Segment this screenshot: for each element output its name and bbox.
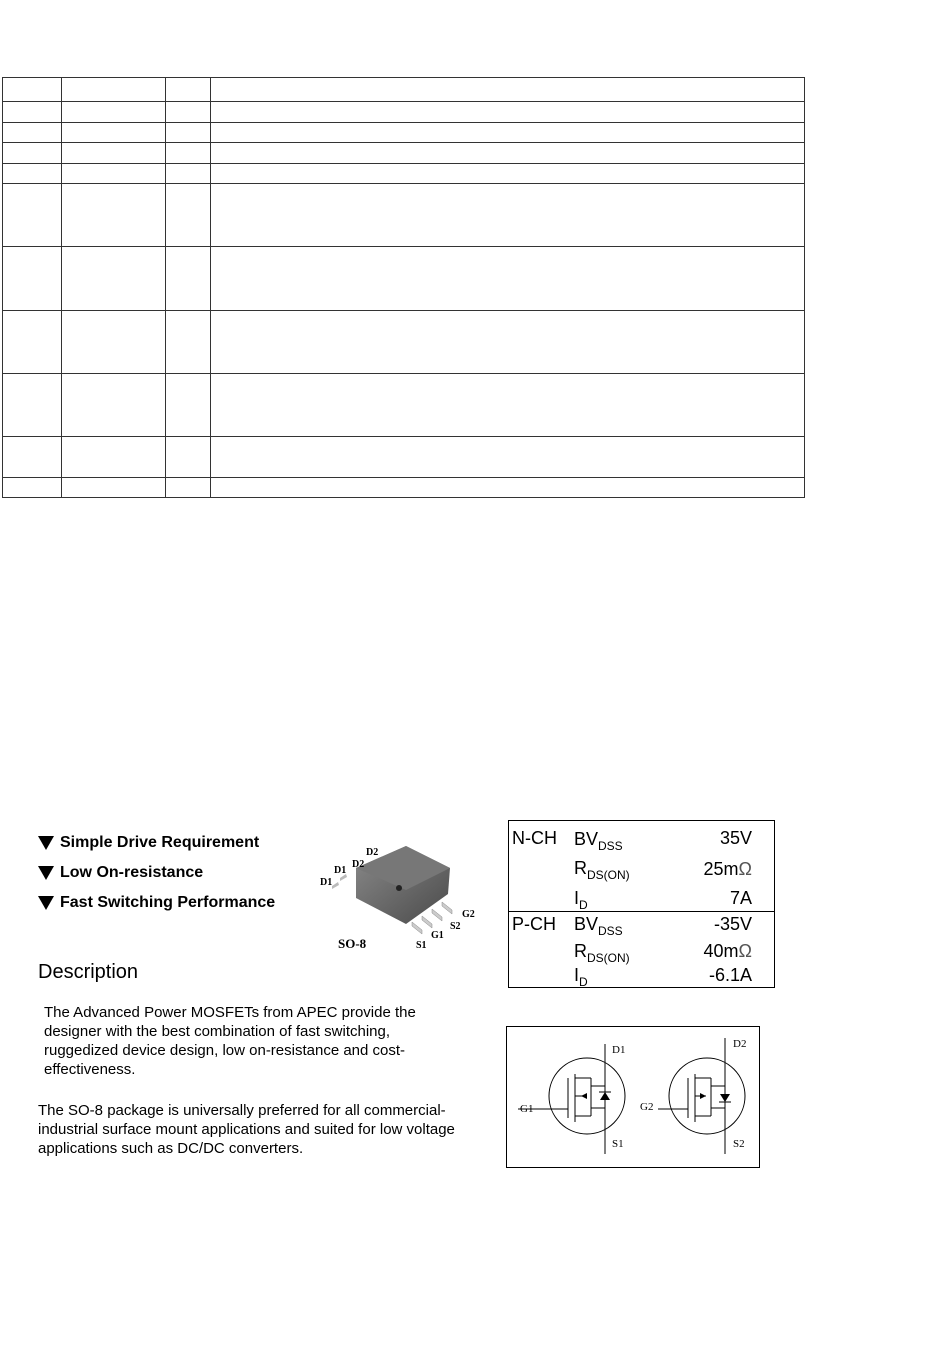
triangle-down-icon	[38, 866, 54, 880]
package-name: SO-8	[338, 936, 367, 951]
pch-bv-symbol: $BV_{DSS}$	[574, 914, 623, 938]
feature-label: Low On-resistance	[60, 864, 204, 881]
source-label: S2	[733, 1138, 745, 1150]
triangle-down-icon	[38, 836, 54, 850]
nch-id-value: 7A	[729, 888, 752, 908]
spec-divider	[509, 911, 774, 912]
drain-label: D1	[612, 1044, 626, 1056]
pin-label: G2	[462, 909, 475, 920]
drain-label: D2	[733, 1038, 747, 1050]
feature-list	[38, 828, 275, 918]
pch-rds-symbol: $R_{DS(ON)}$	[574, 941, 630, 965]
pin-label: G1	[431, 930, 444, 941]
ohm-symbol: Ω	[738, 941, 752, 961]
source-label: S1	[612, 1138, 624, 1150]
nch-id-symbol: $I_D$	[574, 888, 588, 912]
mosfet-schematic	[506, 1026, 760, 1168]
feature-label: Fast Switching Performance	[60, 894, 276, 911]
pin-label: D1	[320, 877, 333, 888]
nch-bv-symbol: $BV_{DSS}$	[574, 829, 623, 853]
pch-id-symbol: $I_D$	[574, 965, 588, 989]
pin-label: S1	[416, 940, 427, 951]
description-paragraph: The Advanced Power MOSFETs from APEC provide the designer with the best combination of fast switching, ruggedized device design, low on-resistance and cost-effectiveness.	[44, 1004, 416, 1078]
pin-label: D2	[366, 847, 379, 858]
pch-label: P-CH	[512, 914, 556, 934]
spec-summary-table	[508, 820, 775, 988]
pin-label: D2	[352, 859, 365, 870]
pin-label: S2	[450, 921, 461, 932]
gate-label: G1	[520, 1103, 534, 1115]
nch-bv-value: 35V	[719, 828, 752, 848]
feature-item	[38, 828, 275, 858]
pch-rds-value: 40mΩ	[703, 941, 752, 961]
feature-label: Simple Drive Requirement	[60, 834, 260, 851]
ohm-symbol: Ω	[738, 859, 752, 879]
feature-item	[38, 888, 275, 918]
description-paragraph: The SO-8 package is universally preferred for all commercial-industrial surface mount applications and suited for low voltage applications such as DC/DC converters.	[38, 1102, 455, 1157]
pch-id-value: -6.1A	[708, 965, 752, 985]
pch-bv-value: -35V	[713, 914, 752, 934]
feature-item	[38, 858, 275, 888]
nch-rds-symbol: $R_{DS(ON)}$	[574, 858, 630, 882]
pin-label: D1	[334, 865, 347, 876]
nch-label: N-CH	[512, 828, 557, 848]
so8-package-image	[316, 838, 482, 958]
description-heading: Description	[38, 961, 139, 983]
nch-rds-value: 25mΩ	[703, 859, 752, 879]
gate-label: G2	[640, 1101, 654, 1113]
triangle-down-icon	[38, 896, 54, 910]
revision-table	[2, 77, 805, 498]
